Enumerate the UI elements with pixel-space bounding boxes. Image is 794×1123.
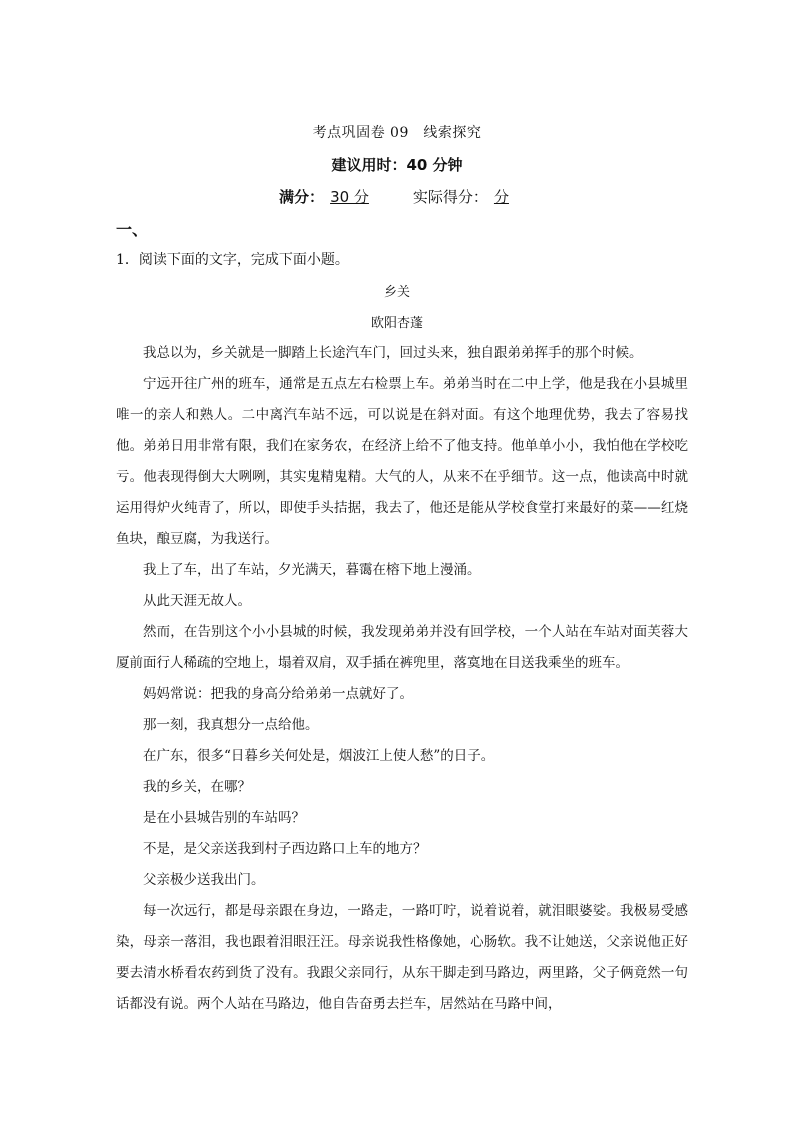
article-body — [116, 338, 688, 1020]
question-prompt: 1．阅读下面的文字，完成下面小题。 — [116, 252, 349, 268]
paragraph: 我总以为，乡关就是一脚踏上长途汽车门，回过头来，独自跟弟弟挥手的那个时候。 — [143, 345, 643, 361]
exam-title: 考点巩固卷 09 线索探究 — [312, 125, 482, 141]
paragraph: 每一次远行，都是母亲跟在身边，一路走，一路叮咛，说着说着，就泪眼婆娑。我极易受感染，母亲一落泪，我也跟着泪眼汪汪。母亲说我性格像她，心肠软。我不让她送，父亲说他正好要去清水桥看农药到货了没有。我跟父亲同行，从东干脚走到马路边，两里路，父子俩竟然一句话都没有说。两个人站在马路边，他自告奋勇去拦车，居然站在马路中间， — [116, 903, 688, 1012]
suggested-time: 建议用时：40 分钟 — [331, 156, 463, 174]
paragraph: 然而，在告别这个小小县城的时候，我发现弟弟并没有回学校，一个人站在车站对面芙蓉大厦前面行人稀疏的空地上，塌着双肩，双手插在裤兜里，落寞地在目送我乘坐的班车。 — [116, 624, 688, 671]
paragraph: 宁远开往广州的班车，通常是五点左右检票上车。弟弟当时在二中上学，他是我在小县城里唯一的亲人和熟人。二中离汽车站不远，可以说是在斜对面。有这个地理优势，我去了容易找他。弟弟日用非常有限，我们在家务农，在经济上给不了他支持。他单单小小，我怕他在学校吃亏。他表现得倒大大咧咧，其实鬼精鬼精。大气的人，从来不在乎细节。这一点，他读高中时就运用得炉火纯青了，所以，即使手头拮据，我去了，他还是能从学校食堂打来最好的菜——红烧鱼块，酿豆腐，为我送行。 — [116, 376, 688, 547]
full-score-label: 满分： — [279, 188, 325, 206]
paragraph: 不是，是父亲送我到村子西边路口上车的地方？ — [143, 841, 427, 857]
paragraph: 妈妈常说：把我的身高分给弟弟一点就好了。 — [143, 686, 413, 702]
article-title: 乡关 — [383, 285, 410, 300]
paragraph: 在广东，很多“日暮乡关何处是，烟波江上使人愁”的日子。 — [143, 748, 495, 764]
article-author: 欧阳杏蓬 — [370, 316, 423, 331]
paragraph: 我上了车，出了车站，夕光满天，暮霭在榕下地上漫涌。 — [143, 562, 481, 578]
full-score-value: 30 分 — [330, 188, 369, 206]
paragraph: 那一刻，我真想分一点给他。 — [143, 717, 319, 733]
actual-score-value: 分 — [493, 188, 509, 206]
actual-score-label: 实际得分： — [412, 188, 488, 206]
paragraph: 从此天涯无故人。 — [143, 593, 251, 609]
paragraph: 父亲极少送我出门。 — [143, 872, 265, 888]
paragraph: 是在小县城告别的车站吗？ — [143, 810, 305, 826]
score-line — [0, 186, 794, 207]
paragraph: 我的乡关，在哪？ — [143, 779, 251, 795]
section-number: 一、 — [116, 220, 149, 239]
